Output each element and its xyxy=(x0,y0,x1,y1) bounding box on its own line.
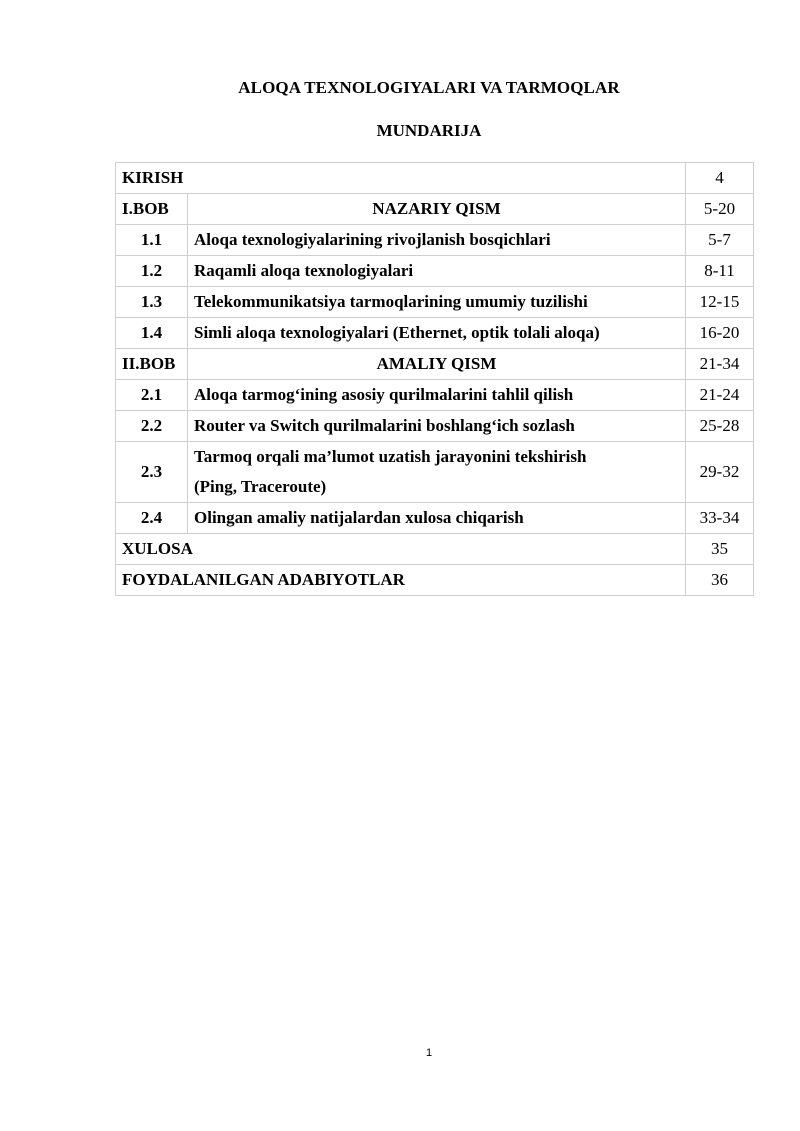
page-number: 1 xyxy=(425,1047,433,1059)
toc-page: 8-11 xyxy=(686,256,754,287)
toc-row-2-2 xyxy=(116,411,754,442)
toc-section-title: Simli aloqa texnologiyalari (Ethernet, optik tolali aloqa) xyxy=(188,318,686,349)
toc-row-2-3 xyxy=(116,442,754,503)
toc-section-title-line: Tarmoq orqali ma’lumot uzatish jarayonini tekshirish xyxy=(194,447,587,466)
toc-section-title: Aloqa tarmog‘ining asosiy qurilmalarini tahlil qilish xyxy=(188,380,686,411)
toc-row-kirish xyxy=(116,163,754,194)
toc-section-title: Aloqa texnologiyalarining rivojlanish bosqichlari xyxy=(188,225,686,256)
document-title: ALOQA TEXNOLOGIYALARI VA TARMOQLAR xyxy=(238,78,620,97)
toc-page-adabiyotlar: 36 xyxy=(686,565,754,596)
toc-section-title: Telekommunikatsiya tarmoqlarining umumiy tuzilishi xyxy=(188,287,686,318)
toc-row-1-1 xyxy=(116,225,754,256)
toc-row-1-2 xyxy=(116,256,754,287)
toc-label-kirish: KIRISH xyxy=(116,163,686,194)
toc-section-number: 2.3 xyxy=(116,442,188,503)
toc-section-number: 1.2 xyxy=(116,256,188,287)
toc-section-number: 2.1 xyxy=(116,380,188,411)
toc-page: 21-34 xyxy=(686,349,754,380)
toc-section-title: Raqamli aloqa texnologiyalari xyxy=(188,256,686,287)
toc-chapter-title: NAZARIY QISM xyxy=(188,194,686,225)
toc-page: 16-20 xyxy=(686,318,754,349)
toc-page: 12-15 xyxy=(686,287,754,318)
toc-page: 29-32 xyxy=(686,442,754,503)
toc-section-title: Router va Switch qurilmalarini boshlang‘ich sozlash xyxy=(188,411,686,442)
toc-label-adabiyotlar: FOYDALANILGAN ADABIYOTLAR xyxy=(116,565,686,596)
toc-row-bob1 xyxy=(116,194,754,225)
toc-section-number: 1.1 xyxy=(116,225,188,256)
toc-heading: MUNDARIJA xyxy=(376,121,482,140)
toc-page: 5-7 xyxy=(686,225,754,256)
toc-row-1-3 xyxy=(116,287,754,318)
toc-page-xulosa: 35 xyxy=(686,534,754,565)
toc-row-xulosa xyxy=(116,534,754,565)
toc-section-number: 1.4 xyxy=(116,318,188,349)
toc-section-title-line: (Ping, Traceroute) xyxy=(194,477,327,496)
toc-chapter-label: I.BOB xyxy=(116,194,188,225)
toc-row-adabiyotlar xyxy=(116,565,754,596)
toc-section-title xyxy=(188,442,686,503)
toc-page-kirish: 4 xyxy=(686,163,754,194)
toc-label-xulosa: XULOSA xyxy=(116,534,686,565)
toc-row-bob2 xyxy=(116,349,754,380)
toc-row-2-1 xyxy=(116,380,754,411)
toc-row-2-4 xyxy=(116,503,754,534)
toc-chapter-title: AMALIY QISM xyxy=(188,349,686,380)
table-of-contents xyxy=(115,162,754,596)
toc-section-title: Olingan amaliy natijalardan xulosa chiqarish xyxy=(188,503,686,534)
toc-row-1-4 xyxy=(116,318,754,349)
toc-chapter-label: II.BOB xyxy=(116,349,188,380)
toc-page: 33-34 xyxy=(686,503,754,534)
toc-page: 21-24 xyxy=(686,380,754,411)
toc-section-number: 2.2 xyxy=(116,411,188,442)
toc-page: 5-20 xyxy=(686,194,754,225)
toc-section-number: 2.4 xyxy=(116,503,188,534)
toc-page: 25-28 xyxy=(686,411,754,442)
toc-section-number: 1.3 xyxy=(116,287,188,318)
